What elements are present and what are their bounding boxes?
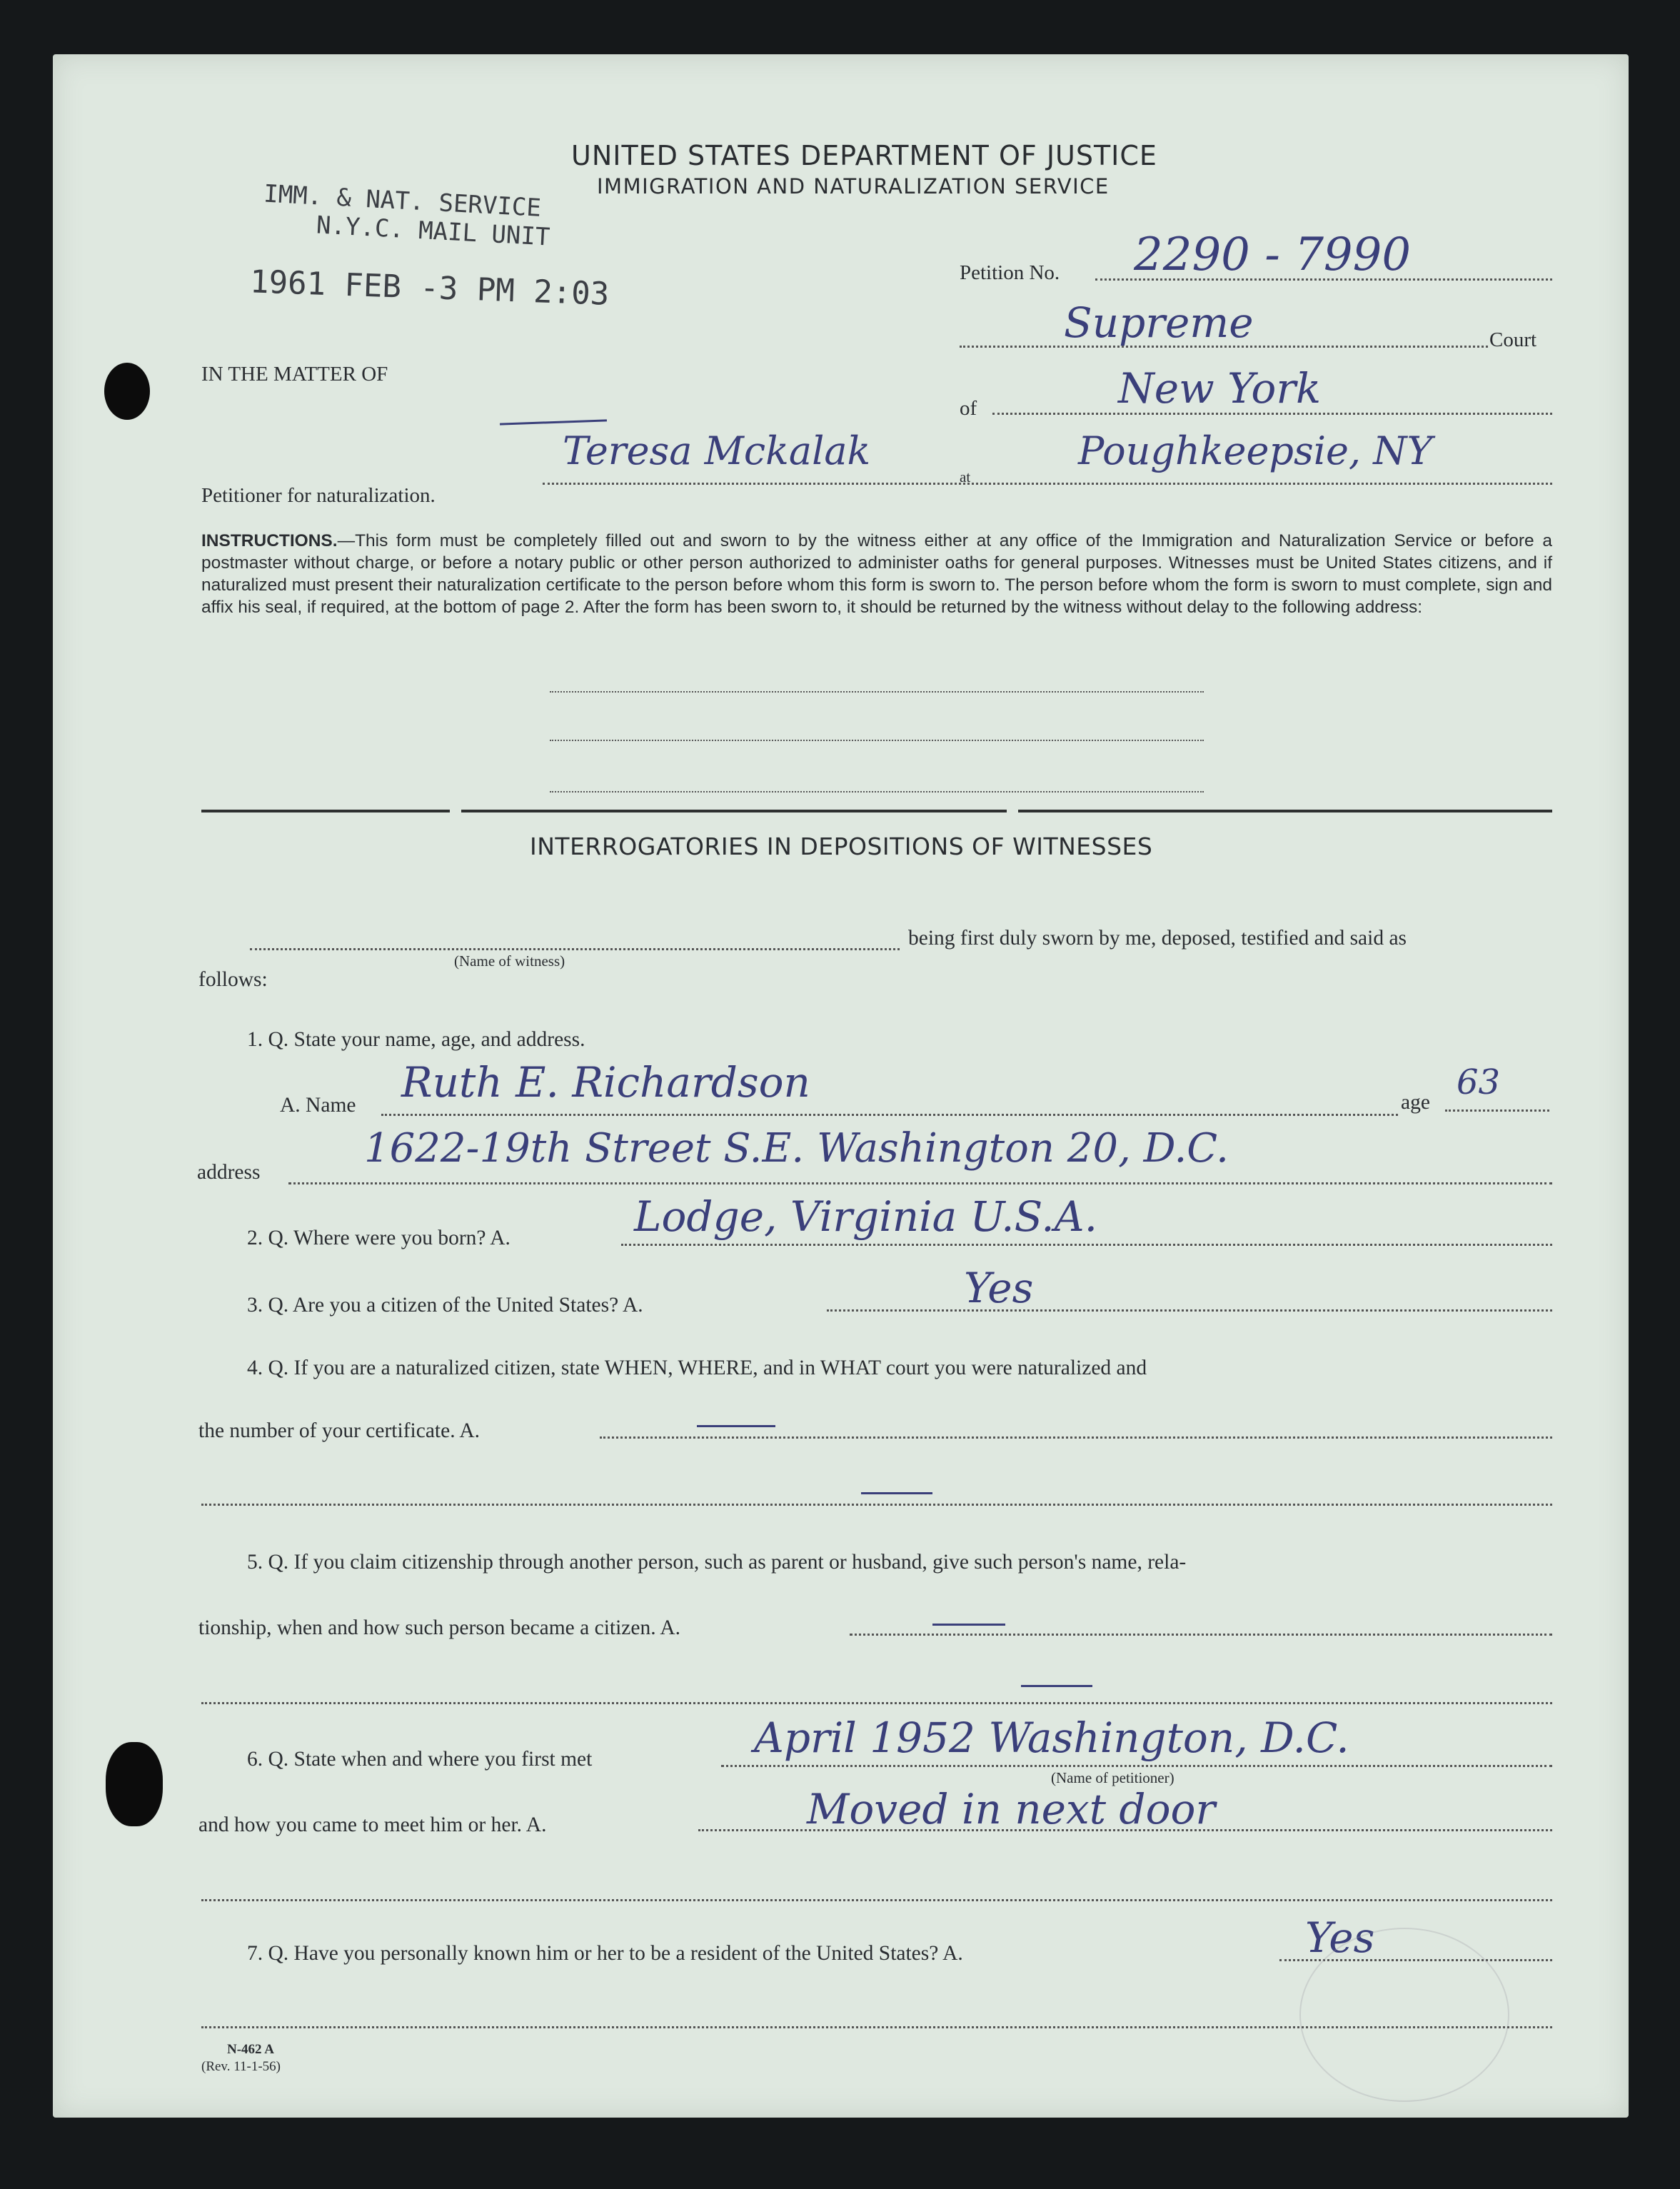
petition-no-label: Petition No. xyxy=(960,261,1060,284)
q5-dash-mark-2 xyxy=(1021,1685,1092,1687)
instructions-lead: INSTRUCTIONS. xyxy=(201,531,338,550)
q4-dash-mark xyxy=(697,1425,775,1427)
petitioner-label: Petitioner for naturalization. xyxy=(201,484,436,507)
question-1: 1. Q. State your name, age, and address. xyxy=(247,1028,585,1051)
return-address-line-1 xyxy=(550,691,1204,693)
question-4: 4. Q. If you are a naturalized citizen, state WHEN, WHERE, and in WHAT court you were naturalized and xyxy=(247,1357,1147,1379)
at-label: at xyxy=(960,468,971,485)
form-revision: (Rev. 11-1-56) xyxy=(201,2059,281,2074)
q2-answer-line xyxy=(621,1244,1552,1246)
oath-text: being first duly sworn by me, deposed, testified and said as xyxy=(908,927,1407,950)
form-number: N-462 A xyxy=(227,2042,274,2057)
court-label: Court xyxy=(1489,328,1537,351)
of-line xyxy=(992,413,1552,415)
stamp-date: 1961 FEB -3 PM 2:03 xyxy=(249,263,610,313)
of-label: of xyxy=(960,397,977,420)
q1-name-value: Ruth E. Richardson xyxy=(401,1058,810,1107)
q1-address-label: address xyxy=(197,1161,261,1184)
question-6-continued: and how you came to meet him or her. A. xyxy=(198,1813,547,1836)
question-4-continued: the number of your certificate. A. xyxy=(198,1419,481,1442)
section-separator-left xyxy=(201,810,450,812)
petition-no-value: 2290 - 7990 xyxy=(1134,228,1412,281)
stamp-line-1: IMM. & NAT. SERVICE xyxy=(263,179,542,223)
petitioner-line xyxy=(543,483,1552,485)
stamp-line-2: N.Y.C. MAIL UNIT xyxy=(316,211,551,252)
q1-age-label: age xyxy=(1401,1091,1430,1114)
q1-name-label: A. Name xyxy=(280,1094,356,1117)
service-heading: IMMIGRATION AND NATURALIZATION SERVICE xyxy=(597,174,1110,198)
q7-answer-line-2 xyxy=(201,2026,1552,2028)
q1-address-value: 1622-19th Street S.E. Washington 20, D.C. xyxy=(364,1125,1229,1172)
q6-answer-line-2 xyxy=(201,1899,1552,1901)
question-5-continued: tionship, when and how such person became a citizen. A. xyxy=(198,1616,681,1639)
question-7: 7. Q. Have you personally known him or her to be a resident of the United States? A. xyxy=(247,1942,963,1965)
q3-answer-value: Yes xyxy=(964,1264,1034,1312)
q5-answer-line xyxy=(850,1634,1552,1636)
q6-petitioner-caption: (Name of petitioner) xyxy=(1051,1769,1175,1786)
question-5: 5. Q. If you claim citizenship through another person, such as parent or husband, give such person's name, rela- xyxy=(247,1551,1187,1574)
q5-dash-mark xyxy=(932,1624,1005,1626)
witness-name-line xyxy=(250,948,900,950)
q6b-answer-value: Moved in next door xyxy=(807,1785,1216,1833)
at-value: Poughkeepsie, NY xyxy=(1078,428,1433,473)
q1-name-line xyxy=(381,1114,1398,1116)
petitioner-name: Teresa Mckalak xyxy=(563,428,871,473)
q6-answer-value: April 1952 Washington, D.C. xyxy=(754,1714,1349,1762)
section-separator-right xyxy=(1018,810,1552,812)
court-value: Supreme xyxy=(1064,298,1254,347)
q1-address-line xyxy=(288,1182,1552,1184)
section-separator-mid xyxy=(461,810,1007,812)
question-6: 6. Q. State when and where you first met xyxy=(247,1748,593,1771)
punch-hole-top xyxy=(104,363,150,420)
question-2: 2. Q. Where were you born? A. xyxy=(247,1227,510,1249)
section-title: INTERROGATORIES IN DEPOSITIONS OF WITNESSES xyxy=(530,832,1153,860)
return-address-line-2 xyxy=(550,740,1204,741)
question-3: 3. Q. Are you a citizen of the United States? A. xyxy=(247,1294,643,1317)
instructions-text xyxy=(201,530,1552,618)
q7-answer-value: Yes xyxy=(1305,1913,1375,1962)
instructions-body: —This form must be completely filled out and sworn to by the witness either at any office of the Immigration and Naturalization Service or before a postmaster without charge, or before a notary public or other person authorized to administer oaths for general purposes. Witnesses must be United States citizens, and if naturalized must present their naturalization certificate to the person before whom this form is sworn to. The person before whom the form is sworn to must complete, sign and affix his seal, if required, at the bottom of page 2. After the form has been sworn to, it should be returned by the witness without delay to the following address: xyxy=(201,531,1552,617)
q2-answer-value: Lodge, Virginia U.S.A. xyxy=(634,1192,1098,1241)
q4-dash-mark-2 xyxy=(861,1492,932,1494)
faint-seal-impression xyxy=(1299,1928,1509,2102)
q5-answer-line-2 xyxy=(201,1702,1552,1704)
q1-age-value: 63 xyxy=(1457,1062,1501,1102)
q3-answer-line xyxy=(827,1309,1552,1312)
q4-answer-line xyxy=(600,1436,1552,1439)
return-address-line-3 xyxy=(550,791,1204,792)
q6-answer-line xyxy=(721,1765,1552,1767)
in-the-matter-label: IN THE MATTER OF xyxy=(201,363,388,386)
of-value: New York xyxy=(1118,364,1322,413)
punch-hole-bottom xyxy=(106,1742,163,1826)
witness-name-caption: (Name of witness) xyxy=(454,952,565,970)
follows-label: follows: xyxy=(198,968,268,991)
q4-answer-line-2 xyxy=(201,1504,1552,1506)
q1-age-line xyxy=(1445,1109,1549,1112)
department-heading: UNITED STATES DEPARTMENT OF JUSTICE xyxy=(571,140,1157,171)
